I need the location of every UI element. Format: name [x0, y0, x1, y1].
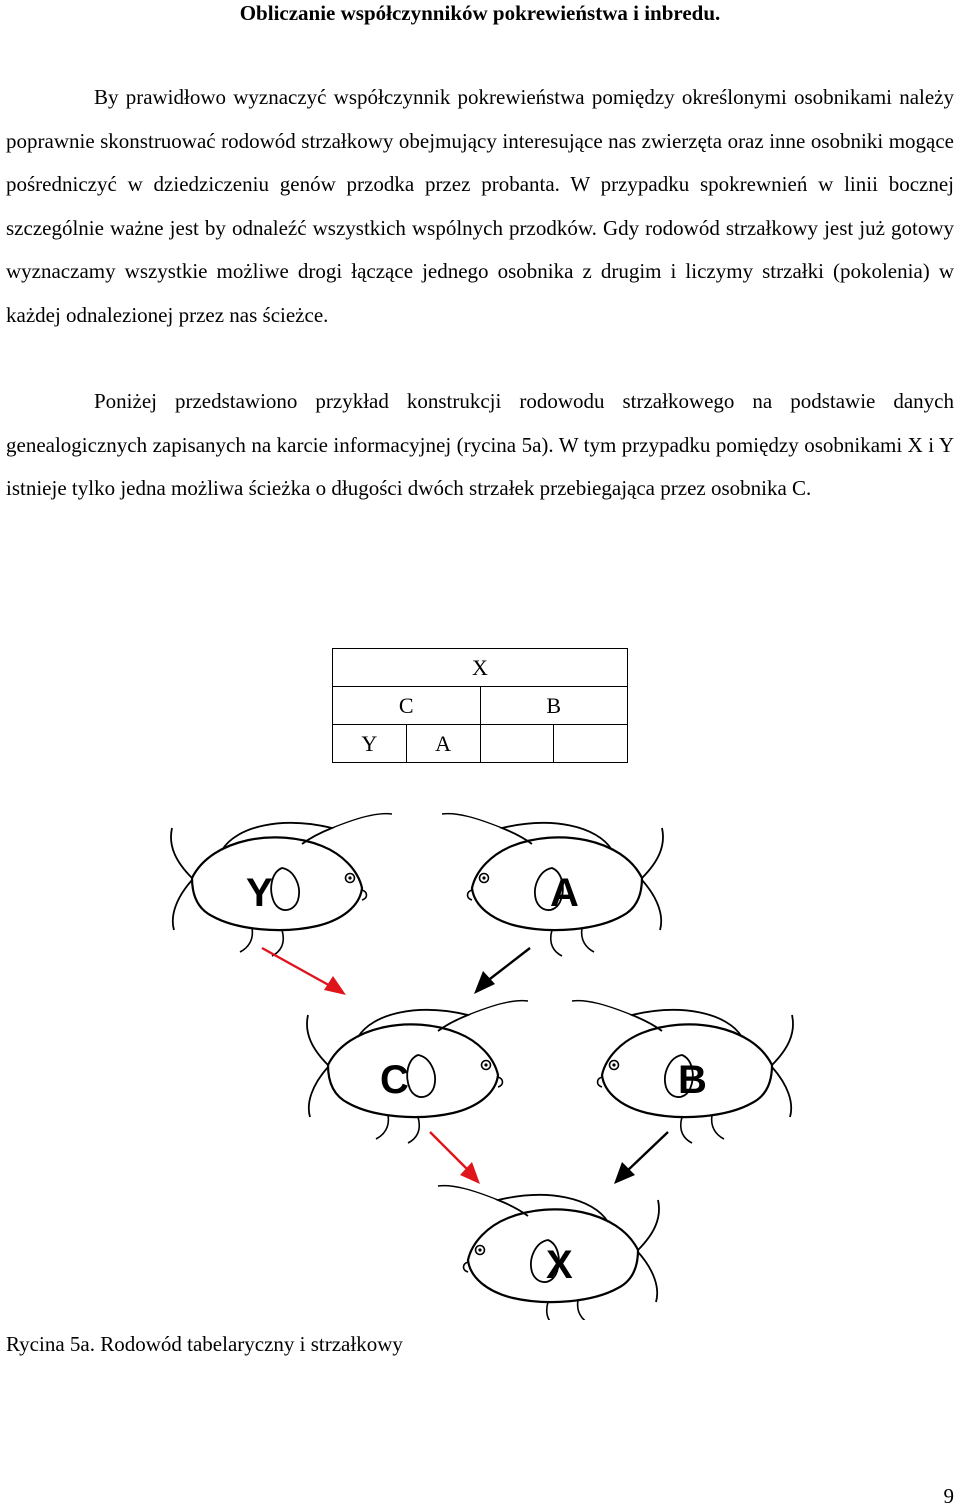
pedigree-cell-grandparent-2: A [406, 725, 480, 763]
pedigree-cell-parent-1: C [333, 687, 481, 725]
pedigree-table [332, 648, 628, 763]
fish-y [171, 814, 392, 956]
arrow-y-to-c [262, 948, 346, 995]
fish-label-y: Y [246, 871, 273, 915]
page-title: Obliczanie współczynników pokrewieństwa i inbredu. [239, 1, 721, 25]
paragraph-intro: By prawidłowo wyznaczyć współczynnik pokrewieństwa pomiędzy określonymi osobnikami należy poprawnie skonstruować rodowód strzałkowy obejmujący interesujące nas zwierzęta oraz inne osobniki mogące pośredniczyć w dziedziczeniu genów przodka przez probanta. W przypadku spokrewnień w linii bocznej szczególnie ważne jest by odnaleźć wszystkich wspólnych przodków. Gdy rodowód strzałkowy jest już gotowy wyznaczamy wszystkie możliwe drogi łączące jednego osobnika z drugim i liczymy strzałki (pokolenia) w każdej odnalezionej przez nas ścieżce. [6, 85, 954, 327]
fish-x [438, 1186, 659, 1320]
arrow-a-to-c [474, 948, 530, 994]
pedigree-cell-parent-2: B [480, 687, 628, 725]
figure-caption: Rycina 5a. Rodowód tabelaryczny i strzałkowy [6, 1332, 403, 1356]
arrow-pedigree-diagram [0, 800, 960, 1320]
fish-label-a: A [550, 871, 579, 915]
fish-label-x: X [546, 1243, 573, 1287]
page-number: 9 [943, 1484, 954, 1508]
pedigree-cell-grandparent-1: Y [333, 725, 407, 763]
fish-b [572, 1001, 793, 1143]
pedigree-cell-grandparent-4 [554, 725, 628, 763]
arrow-b-to-x [614, 1132, 668, 1184]
fish-label-b: B [678, 1058, 707, 1102]
fish-c [307, 1001, 528, 1143]
arrow-c-to-x [430, 1132, 480, 1184]
fish-label-c: C [380, 1058, 409, 1102]
pedigree-cell-grandparent-3 [480, 725, 554, 763]
fish-a [442, 814, 663, 956]
paragraph-example: Poniżej przedstawiono przykład konstrukcji rodowodu strzałkowego na podstawie danych genealogicznych zapisanych na karcie informacyjnej (rycina 5a). W tym przypadku pomiędzy osobnikami X i Y istnieje tylko jedna możliwa ścieżka o długości dwóch strzałek przebiegająca przez osobnika C. [6, 389, 954, 500]
pedigree-cell-proband: X [333, 649, 628, 687]
